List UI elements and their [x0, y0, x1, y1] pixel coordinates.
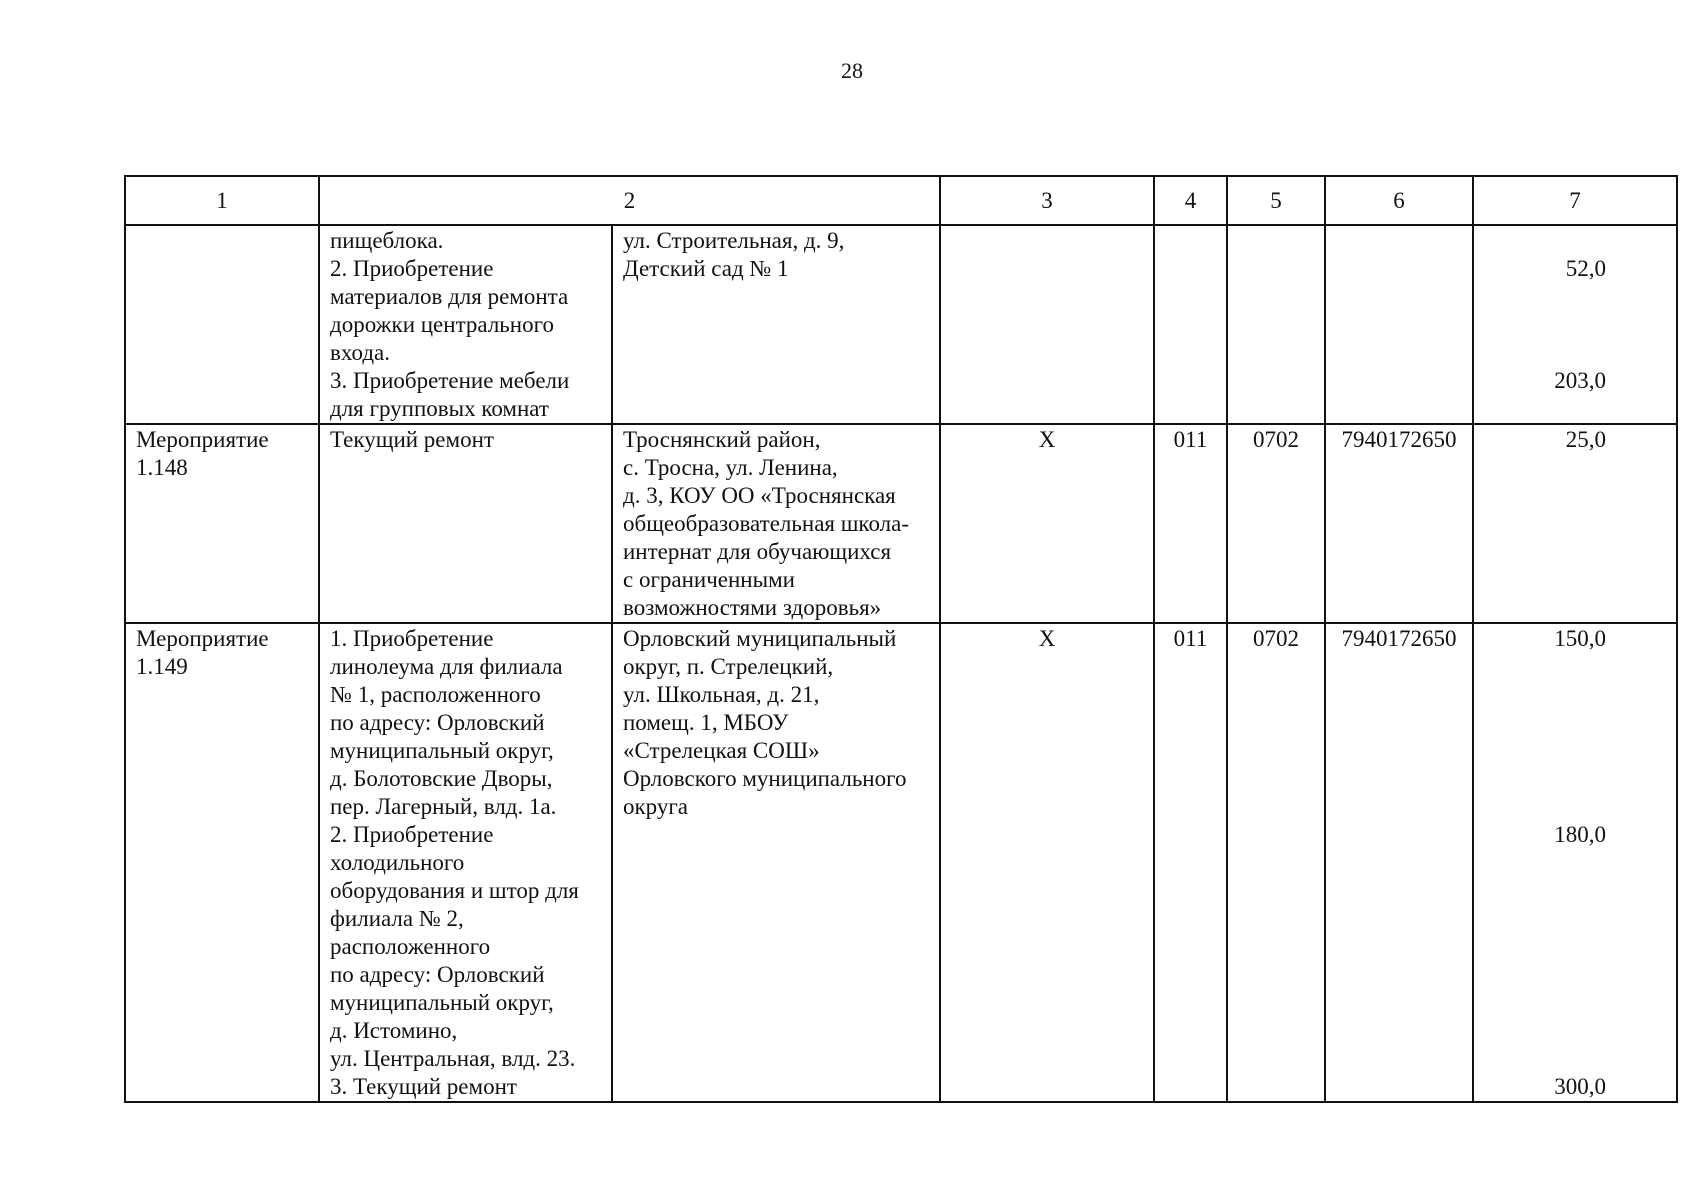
cell-line: 1.148 — [136, 455, 188, 480]
page-number: 28 — [841, 58, 863, 83]
cell-line: Орловский муниципальный — [623, 626, 897, 651]
amount-spacer — [1484, 905, 1606, 933]
cell-line: помещ. 1, МБОУ — [623, 710, 789, 735]
cell-line: муниципальный округ, — [330, 990, 554, 1015]
cell-line: 1. Приобретение — [330, 626, 494, 651]
cell-line: Мероприятие — [136, 626, 269, 651]
amount-spacer — [1484, 311, 1606, 339]
amount-spacer — [1484, 395, 1606, 423]
cell-line: Мероприятие — [136, 427, 269, 452]
table-row — [125, 424, 1677, 623]
budget-table — [124, 175, 1678, 1103]
amount-spacer — [1484, 709, 1606, 737]
amount-spacer — [1484, 793, 1606, 821]
cell-line: Троснянский район, — [623, 427, 821, 452]
amount-value: 180,0 — [1554, 822, 1606, 847]
cell-line: расположенного — [330, 934, 491, 959]
col3-cell — [940, 225, 1154, 424]
col5-cell — [1227, 225, 1325, 424]
amount-spacer — [1484, 653, 1606, 681]
cell-line: д. Болотовские Дворы, — [330, 766, 553, 791]
cell-line: пищеблока. — [330, 228, 444, 253]
header-cell: 4 — [1154, 176, 1227, 225]
header-cell: 3 — [940, 176, 1154, 225]
amount-spacer — [1484, 961, 1606, 989]
cell-line: округ, п. Стрелецкий, — [623, 654, 834, 679]
col5-cell: 0702 — [1227, 424, 1325, 623]
cell-line: дорожки центрального — [330, 312, 554, 337]
cell-line: входа. — [330, 340, 390, 365]
table-row — [125, 623, 1677, 1102]
cell-line: 1.149 — [136, 654, 188, 679]
description-cell — [319, 424, 612, 623]
amount-spacer — [1484, 737, 1606, 765]
header-cell: 1 — [125, 176, 319, 225]
cell-line: д. 3, КОУ ОО «Троснянская — [623, 483, 896, 508]
cell-line: возможностями здоровья» — [623, 595, 882, 620]
cell-line: интернат для обучающихся — [623, 539, 892, 564]
cell-line: с. Тросна, ул. Ленина, — [623, 455, 838, 480]
table-header-row — [125, 176, 1677, 225]
address-cell — [612, 225, 940, 424]
col3-cell: X — [940, 424, 1154, 623]
cell-line: Орловского муниципального — [623, 766, 907, 791]
col4-cell: 011 — [1154, 623, 1227, 1102]
amount-spacer — [1484, 283, 1606, 311]
cell-line: по адресу: Орловский — [330, 962, 545, 987]
address-cell — [612, 424, 940, 623]
cell-line: оборудования и штор для — [330, 878, 579, 903]
amount-spacer — [1484, 933, 1606, 961]
table-row-continuation — [125, 225, 1677, 424]
amount-spacer — [1484, 1017, 1606, 1045]
col5-cell: 0702 — [1227, 623, 1325, 1102]
amount-spacer — [1484, 339, 1606, 367]
amount-value: 203,0 — [1554, 368, 1606, 393]
col4-cell — [1154, 225, 1227, 424]
amount-cell — [1473, 225, 1677, 424]
header-cell: 7 — [1473, 176, 1677, 225]
cell-line: по адресу: Орловский — [330, 710, 545, 735]
cell-line: 2. Приобретение — [330, 256, 494, 281]
cell-line: д. Истомино, — [330, 1018, 458, 1043]
cell-line: филиала № 2, — [330, 906, 464, 931]
amount-spacer — [1484, 1045, 1606, 1073]
amount-spacer — [1484, 227, 1606, 255]
cell-line: общеобразовательная школа- — [623, 511, 909, 536]
cell-line: 2. Приобретение — [330, 822, 494, 847]
cell-line: ул. Центральная, влд. 23. — [330, 1046, 576, 1071]
cell-line: муниципальный округ, — [330, 738, 554, 763]
cell-line: ул. Строительная, д. 9, — [623, 228, 845, 253]
cell-line: холодильного — [330, 850, 465, 875]
cell-line: № 1, расположенного — [330, 682, 541, 707]
amount-spacer — [1484, 849, 1606, 877]
description-cell — [319, 225, 612, 424]
cell-line: с ограниченными — [623, 567, 795, 592]
amount-spacer — [1484, 877, 1606, 905]
col4-cell: 011 — [1154, 424, 1227, 623]
amount-value: 52,0 — [1565, 256, 1606, 281]
header-cell: 5 — [1227, 176, 1325, 225]
col6-cell: 7940172650 — [1325, 424, 1473, 623]
amount-spacer — [1484, 765, 1606, 793]
amount-value: 300,0 — [1554, 1074, 1606, 1099]
address-cell — [612, 623, 940, 1102]
amount-spacer — [1484, 989, 1606, 1017]
cell-line: Детский сад № 1 — [623, 256, 789, 281]
cell-line: пер. Лагерный, влд. 1а. — [330, 794, 557, 819]
id-cell — [125, 623, 319, 1102]
id-cell — [125, 424, 319, 623]
header-cell: 2 — [319, 176, 940, 225]
cell-line: для групповых комнат — [330, 396, 549, 421]
col6-cell: 7940172650 — [1325, 623, 1473, 1102]
cell-line: линолеума для филиала — [330, 654, 563, 679]
amount-cell — [1473, 623, 1677, 1102]
id-cell — [125, 225, 319, 424]
cell-line: материалов для ремонта — [330, 284, 569, 309]
header-cell: 6 — [1325, 176, 1473, 225]
cell-line: Текущий ремонт — [330, 427, 494, 452]
amount-cell — [1473, 424, 1677, 623]
amount-value: 25,0 — [1565, 427, 1606, 452]
description-cell — [319, 623, 612, 1102]
col6-cell — [1325, 225, 1473, 424]
cell-line: ул. Школьная, д. 21, — [623, 682, 820, 707]
amount-spacer — [1484, 681, 1606, 709]
cell-line: 3. Приобретение мебели — [330, 368, 570, 393]
cell-line: 3. Текущий ремонт — [330, 1074, 517, 1099]
col3-cell: X — [940, 623, 1154, 1102]
amount-value: 150,0 — [1554, 626, 1606, 651]
cell-line: округа — [623, 794, 689, 819]
cell-line: «Стрелецкая СОШ» — [623, 738, 820, 763]
